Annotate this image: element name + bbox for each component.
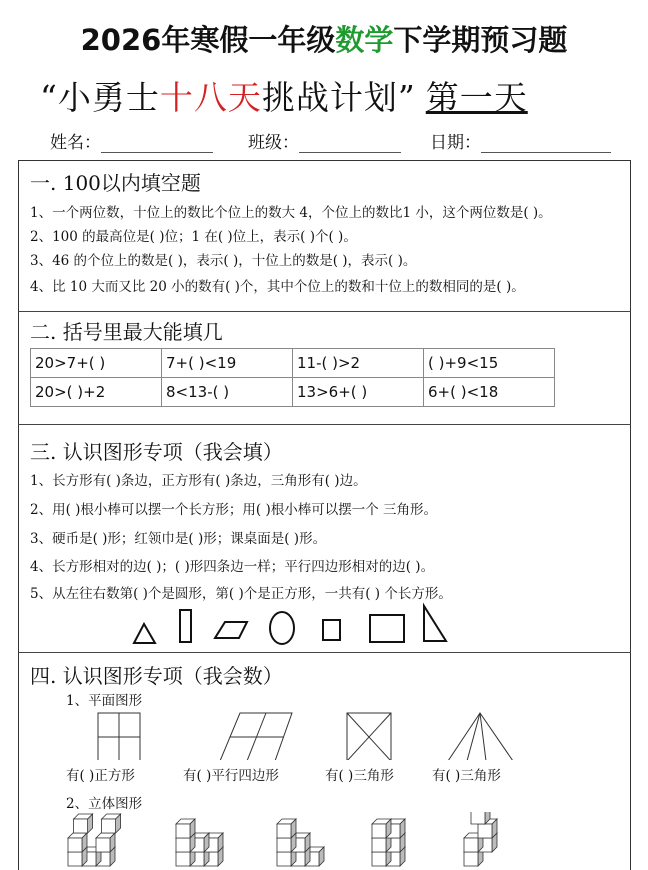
table-cell[interactable]: ( )+9<15 xyxy=(424,349,555,378)
table-cell[interactable]: 20>7+( ) xyxy=(31,349,162,378)
cube-face xyxy=(68,852,82,866)
cube-face xyxy=(464,838,478,852)
cube-face xyxy=(68,838,82,852)
section-1-heading: 一. 100以内填空题 xyxy=(30,171,201,195)
question: 3、46 的个位上的数是( )，表示( )，十位上的数是( )，表示( )。 xyxy=(30,253,417,269)
count-label: 有( )平行四边形 xyxy=(183,768,279,784)
section-2-heading: 二. 括号里最大能填几 xyxy=(30,320,223,344)
triangle-shape xyxy=(134,624,155,643)
cube-face xyxy=(372,838,386,852)
plane-shapes-label: 1、平面图形 xyxy=(66,693,143,709)
title-text: 2026年寒假一年级 xyxy=(80,23,336,57)
crossed-square-figure xyxy=(347,713,391,760)
table-cell[interactable]: 20>( )+2 xyxy=(31,378,162,407)
title-text-end: 下学期预习题 xyxy=(393,23,568,57)
question: 2、用( )根小棒可以摆一个长方形；用( )根小棒可以摆一个 三角形。 xyxy=(30,502,438,518)
ellipse-shape xyxy=(270,612,294,644)
cube-stack xyxy=(176,819,223,866)
divider xyxy=(18,652,631,653)
date-label: 日期： xyxy=(430,133,481,153)
cube-face xyxy=(96,838,110,852)
question: 1、一个两位数，十位上的数比个位上的数大 4，个位上的数比1 小，这个两位数是( )。 xyxy=(30,205,552,221)
cube-stack xyxy=(277,819,324,866)
count-label: 有( )正方形 xyxy=(66,768,135,784)
name-label: 姓名： xyxy=(50,133,101,153)
parallelogram-grid-figure xyxy=(220,713,292,760)
cube-face xyxy=(277,824,291,838)
divider xyxy=(18,424,631,425)
parallelogram-shape xyxy=(215,622,247,638)
cube-stack xyxy=(68,814,121,866)
section-4-heading: 四. 认识图形专项（我会数） xyxy=(30,664,283,688)
table-cell[interactable]: 7+( )<19 xyxy=(162,349,293,378)
day-label: 第一天 xyxy=(425,78,528,117)
question: 5、从左往右数第( )个是圆形，第( )个是正方形，一共有( ) 个长方形。 xyxy=(30,586,452,602)
table-row xyxy=(31,378,555,407)
count-label: 有( )三角形 xyxy=(325,768,394,784)
subtitle-highlight: 十八天 xyxy=(159,78,262,117)
cube-face xyxy=(176,852,190,866)
question: 1、长方形有( )条边，正方形有( )条边，三角形有( )边。 xyxy=(30,473,367,489)
title-subject: 数学 xyxy=(335,23,394,57)
inequality-table xyxy=(30,348,555,407)
square-shape xyxy=(323,620,340,640)
cube-face xyxy=(277,838,291,852)
question: 2、100 的最高位是( )位；1 在( )位上，表示( )个( )。 xyxy=(30,229,357,245)
solid-shapes-label: 2、立体图形 xyxy=(66,796,143,812)
subtitle xyxy=(40,72,528,119)
cube-face xyxy=(471,812,485,824)
cube-face xyxy=(372,852,386,866)
cube-face xyxy=(176,824,190,838)
class-field[interactable] xyxy=(248,128,401,153)
cube-face xyxy=(372,824,386,838)
class-label: 班级： xyxy=(248,133,299,153)
cube-face xyxy=(277,852,291,866)
table-cell[interactable]: 8<13-( ) xyxy=(162,378,293,407)
subtitle-text: “小勇士 xyxy=(40,78,160,117)
right-triangle-shape xyxy=(424,606,446,641)
wide-rectangle-shape xyxy=(370,615,404,642)
square-grid-figure xyxy=(98,713,140,760)
table-cell[interactable]: 6+( )<18 xyxy=(424,378,555,407)
shape-row xyxy=(0,600,648,650)
cube-face xyxy=(74,819,88,833)
subtitle-text-end: 挑战计划” xyxy=(261,78,416,117)
cube-stack xyxy=(372,819,405,866)
cube-stack xyxy=(464,812,497,866)
divider xyxy=(18,311,631,312)
split-triangle-figure xyxy=(448,713,513,760)
cube-face xyxy=(478,824,492,838)
plane-figures xyxy=(0,705,648,760)
table-cell[interactable]: 11-( )>2 xyxy=(293,349,424,378)
table-row xyxy=(31,349,555,378)
question: 4、长方形相对的边( )；( )形四条边一样；平行四边形相对的边( )。 xyxy=(30,559,435,575)
date-field[interactable] xyxy=(430,128,611,153)
question: 3、硬币是( )形；红领巾是( )形；课桌面是( )形。 xyxy=(30,531,327,547)
cube-face xyxy=(176,838,190,852)
name-field[interactable] xyxy=(50,128,213,153)
table-cell[interactable]: 13>6+( ) xyxy=(293,378,424,407)
cube-face xyxy=(102,819,116,833)
section-3-heading: 三. 认识图形专项（我会填） xyxy=(30,440,283,464)
count-label: 有( )三角形 xyxy=(432,768,501,784)
cube-face xyxy=(464,852,478,866)
tall-rectangle-shape xyxy=(180,610,191,642)
page-title xyxy=(0,18,648,59)
question: 4、比 10 大而又比 20 小的数有( )个，其中个位上的数和十位上的数相同的是( )。 xyxy=(30,279,525,295)
solid-figures xyxy=(0,812,648,870)
